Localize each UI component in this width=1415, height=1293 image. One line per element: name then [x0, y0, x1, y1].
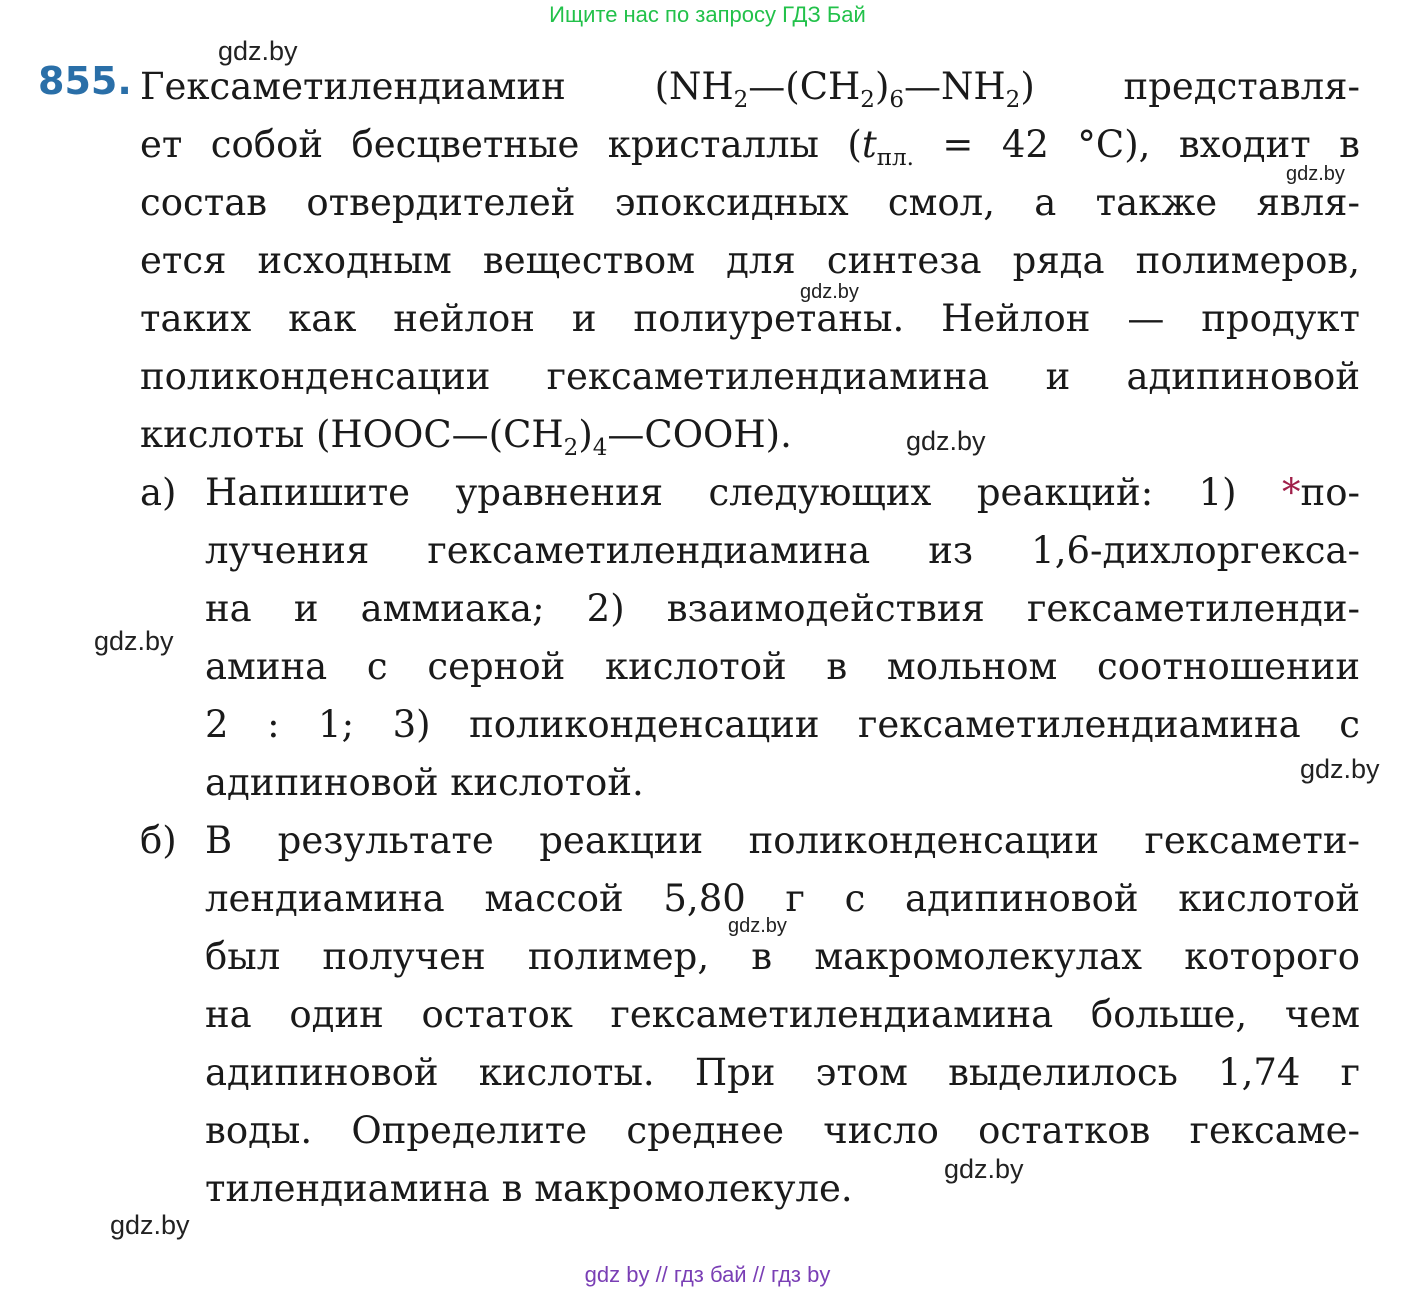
watermark: gdz.by — [906, 426, 986, 456]
watermark: gdz.by — [110, 1210, 190, 1240]
watermark: gdz.by — [218, 36, 298, 66]
part-a-line-2: лучения гексаметилендиамина из 1,6-дихлоргекса- — [205, 529, 1360, 572]
part-a-line-6: адипиновой кислотой. — [205, 761, 644, 804]
intro-line-6: поликонденсации гексаметилендиамина и адипиновой — [140, 355, 1360, 398]
intro-line-4: ется исходным веществом для синтеза ряда полимеров, — [140, 239, 1360, 282]
watermark: gdz.by — [1286, 163, 1345, 185]
part-b-line-7: тилендиамина в макромолекуле. — [205, 1167, 853, 1210]
part-b-label: б) — [140, 819, 177, 862]
footer-banner[interactable]: gdz by // гдз бай // гдз by — [584, 1262, 831, 1287]
part-a-label: а) — [140, 471, 177, 514]
part-b-line-6: воды. Определите среднее число остатков гексаме- — [205, 1109, 1360, 1152]
watermark: gdz.by — [1300, 754, 1380, 784]
intro-line-5: таких как нейлон и полиуретаны. Нейлон — продукт — [140, 297, 1360, 340]
part-a-line-4: амина с серной кислотой в мольном соотношении — [205, 645, 1360, 688]
part-b-line-1: В результате реакции поликонденсации гексамети- — [205, 819, 1360, 862]
watermark: gdz.by — [728, 915, 787, 937]
intro-line-3: состав отвердителей эпоксидных смол, а также явля- — [140, 181, 1360, 224]
part-a-line-3: на и аммиака; 2) взаимодействия гексаметиленди- — [205, 587, 1360, 630]
star-marker: * — [1282, 471, 1301, 514]
watermark: gdz.by — [94, 626, 174, 656]
watermark: gdz.by — [944, 1154, 1024, 1184]
part-b-line-5: адипиновой кислоты. При этом выделилось 1,74 г — [205, 1051, 1360, 1094]
part-b-line-4: на один остаток гексаметилендиамина больше, чем — [205, 993, 1360, 1036]
intro-line-2: ет собой бесцветные кристаллы ($t_{пл.} = 42$ °C), входит в — [140, 123, 1360, 171]
part-a-line-5: 2 : 1; 3) поликонденсации гексаметилендиамина с — [205, 703, 1360, 746]
part-a-line-1: Напишите уравнения следующих реакций: 1) *по- — [205, 471, 1360, 514]
problem-number: 855. — [38, 59, 132, 103]
part-b-line-2: лендиамина массой 5,80 г с адипиновой кислотой — [205, 877, 1360, 920]
intro-line-7: кислоты $(HOOC—(CH_2)_4—COOH)$. — [140, 413, 792, 461]
intro-line-1: Гексаметилендиамин $(NH_2—(CH_2)_6—NH_2)$ представля- — [140, 65, 1360, 113]
header-banner[interactable]: Ищите нас по запросу ГДЗ Бай — [549, 2, 866, 27]
watermark: gdz.by — [800, 281, 859, 303]
part-b-line-3: был получен полимер, в макромолекулах которого — [205, 935, 1360, 978]
